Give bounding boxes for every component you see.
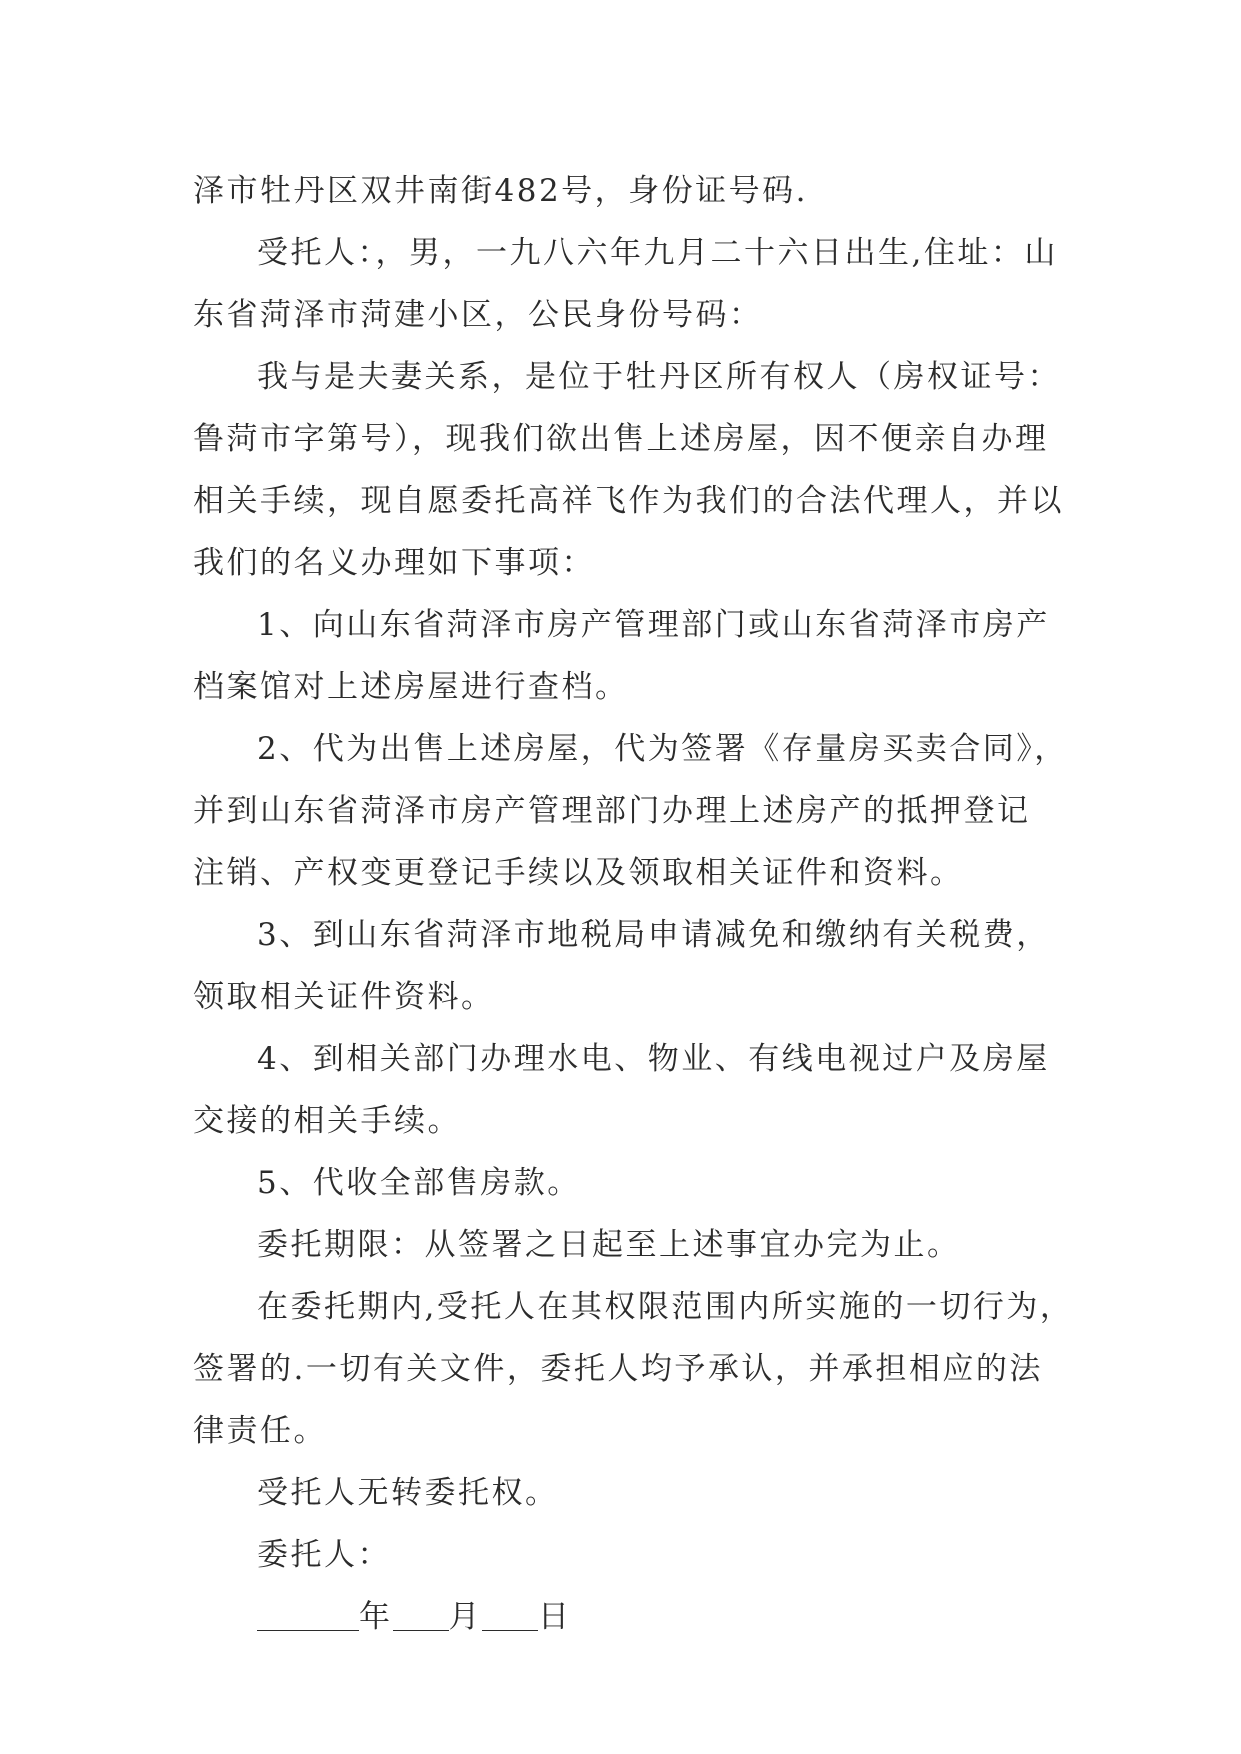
list-item-3: 3、到山东省菏泽市地税局申请减免和缴纳有关税费，	[257, 917, 1050, 953]
document-body	[193, 160, 1073, 1648]
text-line: 交接的相关手续。	[193, 1103, 461, 1139]
text-line: 领取相关证件资料。	[193, 979, 495, 1015]
date-line	[193, 1586, 1073, 1648]
principal-signature-label: 委托人：	[257, 1537, 391, 1573]
year-label: 年	[359, 1599, 393, 1635]
text-line: 签署的.一切有关文件，委托人均予承认，并承担相应的法	[193, 1351, 1043, 1387]
text-line: 律责任。	[193, 1413, 327, 1449]
text-line: 相关手续，现自愿委托高祥飞作为我们的合法代理人，并以	[193, 483, 1064, 519]
text-line: 受托人：，男，一九八六年九月二十六日出生,住址：山	[257, 235, 1058, 271]
month-label: 月	[448, 1599, 482, 1635]
month-blank	[393, 1596, 449, 1631]
entrust-period: 委托期限：从签署之日起至上述事宜办完为止。	[257, 1227, 961, 1263]
text-line: 我与是夫妻关系，是位于牡丹区所有权人（房权证号：	[257, 359, 1061, 395]
no-sub-delegation: 受托人无转委托权。	[257, 1475, 559, 1511]
text-line: 东省菏泽市菏建小区，公民身份号码：	[193, 297, 763, 333]
year-blank	[257, 1596, 359, 1631]
list-item-5: 5、代收全部售房款。	[257, 1165, 581, 1201]
text-line: 鲁菏市字第号），现我们欲出售上述房屋，因不便亲自办理	[193, 421, 1049, 457]
day-blank	[482, 1596, 538, 1631]
text-line: 档案馆对上述房屋进行查档。	[193, 669, 629, 705]
day-label: 日	[538, 1599, 572, 1635]
list-item-1: 1、向山东省菏泽市房产管理部门或山东省菏泽市房产	[257, 607, 1050, 643]
text-line: 注销、产权变更登记手续以及领取相关证件和资料。	[193, 855, 964, 891]
text-line: 泽市牡丹区双井南街482号，身份证号码.	[193, 173, 809, 209]
list-item-2: 2、代为出售上述房屋，代为签署《存量房买卖合同》，	[257, 731, 1068, 767]
list-item-4: 4、到相关部门办理水电、物业、有线电视过户及房屋	[257, 1041, 1050, 1077]
text-line: 我们的名义办理如下事项：	[193, 545, 595, 581]
text-line: 并到山东省菏泽市房产管理部门办理上述房产的抵押登记	[193, 793, 1031, 829]
text-line: 在委托期内,受托人在其权限范围内所实施的一切行为，	[257, 1289, 1074, 1325]
